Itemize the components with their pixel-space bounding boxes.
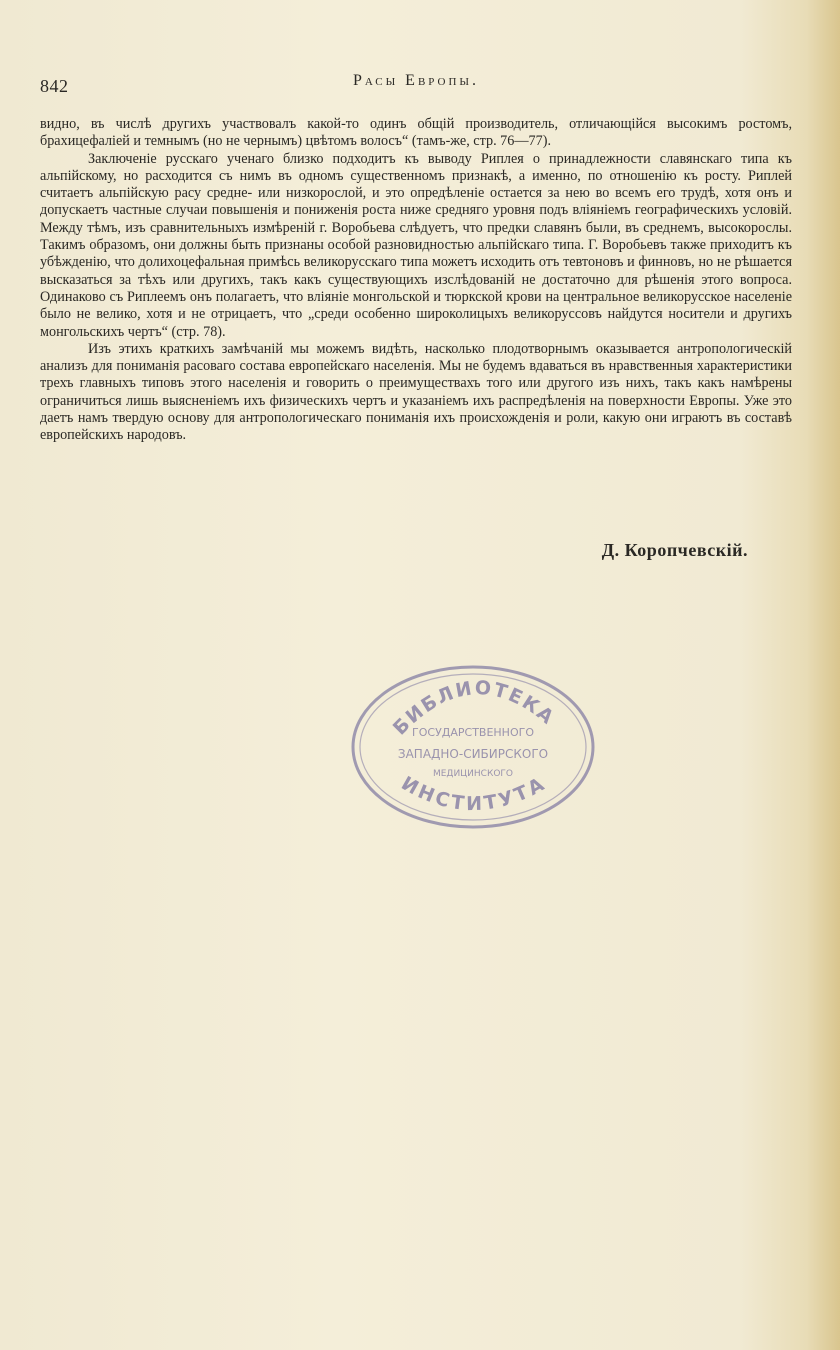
stamp-line-2: ЗАПАДНО-СИБИРСКОГО — [397, 747, 549, 761]
paragraph: Заключеніе русскаго ученаго близко подходитъ къ выводу Риплея о принадлежности славянскаго типа къ альпійскому, но расходится съ нимъ въ одномъ существенномъ признакѣ, а именно, по отношенію къ росту. Риплей считаетъ альпійскую расу средне- или низкорослой, и это опредѣленіе остается за нею во всемъ его трудѣ, хотя онъ и допускаетъ частные случаи повышенія и пониженія роста ниже средняго уровня подъ вліяніемъ географическихъ условій. Между тѣмъ, изъ сравнительныхъ измѣреній г. Воробьева слѣдуетъ, что предки славянъ были, въ среднемъ, высокорослы. Такимъ образомъ, они должны быть признаны особой разновидностью альпійскаго типа. Г. Воробьевъ также приходитъ къ убѣжденію, что долихоцефальная примѣсь великорусскаго типа можетъ исходить отъ тевтоновъ и финновъ, но не рѣшается высказаться за тѣхъ или другихъ, такъ какъ существующихъ изслѣдованій не достаточно для рѣшенія этого вопроса. Одинаково съ Риплеемъ онъ полагаетъ, что вліяніе монгольской и тюркской крови на центральное великорусское населеніе было не велико, хотя и не отрицаетъ, что „среди особенно широколицыхъ великоруссовъ найдутся носители и другихъ монгольскихъ чертъ“ (стр. 78). — [40, 150, 792, 340]
stamp-bottom-text: ИНСТИТУТА — [397, 772, 551, 816]
stamp-line-1: ГОСУДАРСТВЕННОГО — [412, 726, 534, 739]
paragraph-continuation: видно, въ числѣ другихъ участвовалъ какой-то одинъ общій производитель, отличающійся высокимъ ростомъ, брахицефаліей и темнымъ (но не чернымъ) цвѣтомъ волосъ“ (тамъ-же, стр. 76—77). — [40, 116, 792, 150]
body-text — [40, 116, 792, 445]
author-signature: Д. Коропчевскій. — [601, 540, 748, 560]
running-title: Расы Европы. — [352, 72, 480, 89]
paragraph: Изъ этихъ краткихъ замѣчаній мы можемъ видѣть, насколько плодотворнымъ оказывается антропологическій анализъ для пониманія расоваго состава европейскаго населенія. Мы не будемъ вдаваться въ нравственныя характеристики трехъ главныхъ типовъ этого населенія и говорить о преимуществахъ того или другого изъ нихъ, такъ какъ намѣрены ограничиться лишь выясненіемъ ихъ физическихъ чертъ и указаніемъ ихъ распредѣленія на поверхности Европы. Уже это даетъ намъ твердую основу для антропологическаго пониманія ихъ происхожденія и роли, какую они играютъ въ составѣ европейскихъ народовъ. — [40, 340, 792, 444]
library-stamp — [348, 662, 598, 832]
stamp-top-text: БИБЛИОТЕКА — [388, 676, 560, 740]
page-number: 842 — [40, 76, 69, 96]
stamp-line-3: МЕДИЦИНСКОГО — [432, 769, 514, 779]
page-header — [40, 70, 792, 100]
